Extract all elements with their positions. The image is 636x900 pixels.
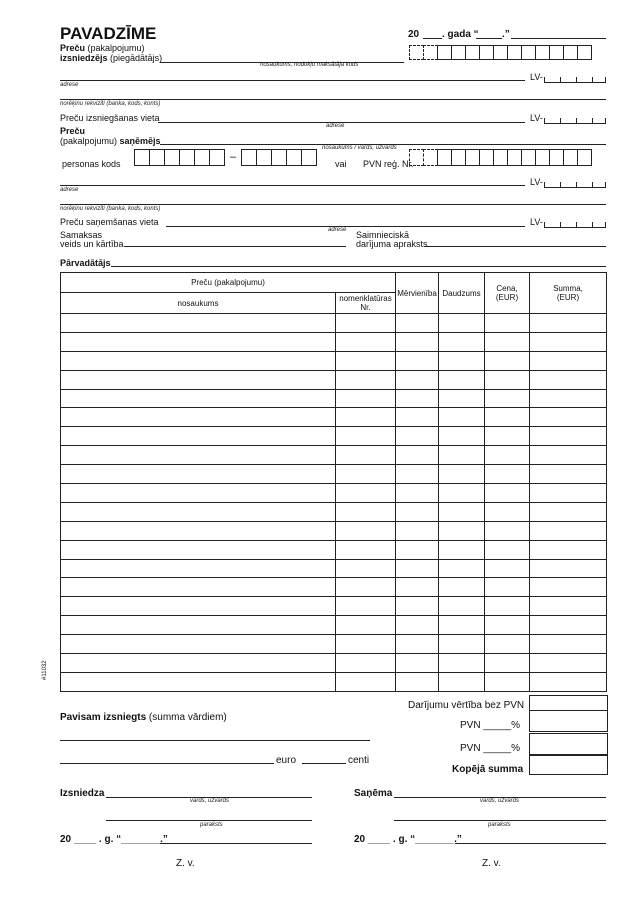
price-header: Cena, (EUR) bbox=[485, 273, 530, 314]
unit-header: Mērvienība bbox=[396, 273, 439, 314]
table-cell[interactable] bbox=[530, 465, 607, 484]
table-cell[interactable] bbox=[336, 654, 396, 673]
issued-date: 20 ____ . g. “_______.” bbox=[60, 834, 168, 845]
table-cell[interactable] bbox=[439, 502, 485, 521]
sum-in-words-field1[interactable] bbox=[60, 740, 370, 741]
table-cell[interactable] bbox=[439, 408, 485, 427]
table-cell[interactable] bbox=[530, 635, 607, 654]
table-cell[interactable] bbox=[439, 370, 485, 389]
table-cell[interactable] bbox=[336, 351, 396, 370]
table-cell[interactable] bbox=[61, 332, 336, 351]
table-cell[interactable] bbox=[396, 597, 439, 616]
table-row bbox=[61, 332, 607, 351]
table-row bbox=[61, 389, 607, 408]
table-cell[interactable] bbox=[530, 559, 607, 578]
table-row bbox=[61, 597, 607, 616]
table-cell[interactable] bbox=[530, 446, 607, 465]
table-cell[interactable] bbox=[396, 427, 439, 446]
table-cell[interactable] bbox=[485, 465, 530, 484]
table-cell[interactable] bbox=[396, 465, 439, 484]
table-row bbox=[61, 502, 607, 521]
issued-by-sign-caption: paraksts bbox=[200, 822, 223, 828]
table-cell[interactable] bbox=[439, 521, 485, 540]
table-cell[interactable] bbox=[530, 332, 607, 351]
received-stamp-label: Z. v. bbox=[482, 858, 501, 869]
receiver-bank-field[interactable] bbox=[60, 204, 606, 205]
table-cell[interactable] bbox=[336, 484, 396, 503]
table-cell[interactable] bbox=[530, 540, 607, 559]
table-cell[interactable] bbox=[336, 616, 396, 635]
receiver-label-line1: Preču bbox=[60, 126, 86, 136]
table-cell[interactable] bbox=[61, 597, 336, 616]
table-cell[interactable] bbox=[396, 446, 439, 465]
issuer-code-boxes[interactable] bbox=[409, 45, 591, 60]
receiver-lv-label: LV- bbox=[530, 177, 543, 187]
sum-in-words-label: Pavisam izsniegts (summa vārdiem) bbox=[60, 712, 227, 723]
table-row bbox=[61, 446, 607, 465]
table-cell[interactable] bbox=[396, 654, 439, 673]
table-cell[interactable] bbox=[439, 465, 485, 484]
table-cell[interactable] bbox=[439, 578, 485, 597]
table-cell[interactable] bbox=[336, 597, 396, 616]
payment-label-line2: veids un kārtība bbox=[60, 239, 124, 249]
table-cell[interactable] bbox=[396, 314, 439, 333]
table-cell[interactable] bbox=[530, 672, 607, 691]
issue-place-label: Preču izsniegšanas vieta bbox=[60, 113, 160, 123]
table-cell[interactable] bbox=[530, 314, 607, 333]
issued-date-field[interactable] bbox=[160, 843, 312, 844]
issued-by-label: Izsniedza bbox=[60, 788, 105, 799]
issued-by-sign-field[interactable] bbox=[106, 820, 312, 821]
table-row bbox=[61, 427, 607, 446]
date-year-prefix: 20 bbox=[408, 29, 420, 40]
date-day-field[interactable] bbox=[476, 38, 502, 39]
table-cell[interactable] bbox=[485, 484, 530, 503]
table-cell[interactable] bbox=[485, 332, 530, 351]
payment-field[interactable] bbox=[124, 246, 346, 247]
table-cell[interactable] bbox=[485, 389, 530, 408]
table-cell[interactable] bbox=[61, 578, 336, 597]
table-cell[interactable] bbox=[485, 314, 530, 333]
issuer-bank-caption: norēķinu rekvizīti (banka, kods, konts) bbox=[60, 101, 161, 107]
vat1-box[interactable] bbox=[529, 710, 608, 732]
table-cell[interactable] bbox=[396, 616, 439, 635]
table-cell[interactable] bbox=[336, 314, 396, 333]
table-cell[interactable] bbox=[396, 578, 439, 597]
table-cell[interactable] bbox=[61, 521, 336, 540]
receiver-address-caption: adrese bbox=[60, 187, 79, 193]
name-header: nosaukums bbox=[61, 293, 336, 314]
table-cell[interactable] bbox=[530, 484, 607, 503]
table-cell[interactable] bbox=[396, 635, 439, 654]
table-cell[interactable] bbox=[439, 672, 485, 691]
table-cell[interactable] bbox=[439, 540, 485, 559]
table-cell[interactable] bbox=[439, 389, 485, 408]
table-cell[interactable] bbox=[485, 502, 530, 521]
table-row bbox=[61, 654, 607, 673]
table-cell[interactable] bbox=[61, 654, 336, 673]
table-row bbox=[61, 521, 607, 540]
issuer-label-line2: izsniedzējs (piegādātājs) bbox=[60, 53, 163, 63]
carrier-label: Pārvadātājs bbox=[60, 258, 111, 268]
table-row bbox=[61, 559, 607, 578]
received-by-name-caption: vārds, uzvārds bbox=[480, 798, 520, 804]
quantity-header: Daudzums bbox=[439, 273, 485, 314]
table-cell[interactable] bbox=[396, 502, 439, 521]
table-cell[interactable] bbox=[61, 502, 336, 521]
table-cell[interactable] bbox=[336, 446, 396, 465]
carrier-field[interactable] bbox=[111, 266, 606, 267]
vat-reg-label: PVN reģ. Nr. bbox=[363, 159, 414, 169]
receive-place-postcode-field[interactable] bbox=[544, 221, 606, 228]
table-cell[interactable] bbox=[396, 408, 439, 427]
sum-header: Summa, (EUR) bbox=[530, 273, 607, 314]
personal-code-boxes-part2[interactable] bbox=[241, 149, 316, 166]
table-cell[interactable] bbox=[61, 408, 336, 427]
table-cell[interactable] bbox=[336, 332, 396, 351]
received-by-sign-caption: paraksts bbox=[488, 822, 511, 828]
receive-place-caption: adrese bbox=[328, 227, 347, 233]
issue-place-caption: adrese bbox=[326, 123, 345, 129]
date-gada-label: . gada “ bbox=[442, 29, 479, 40]
table-cell[interactable] bbox=[61, 465, 336, 484]
receiver-bank-caption: norēķinu rekvizīti (banka, kods, konts) bbox=[60, 206, 161, 212]
table-row bbox=[61, 672, 607, 691]
table-row bbox=[61, 616, 607, 635]
sum-in-words-field2[interactable] bbox=[60, 763, 274, 764]
table-cell[interactable] bbox=[396, 484, 439, 503]
total-excl-vat-box[interactable] bbox=[529, 695, 608, 711]
table-cell[interactable] bbox=[439, 427, 485, 446]
table-cell[interactable] bbox=[61, 351, 336, 370]
nomenclature-header: nomenklatūras Nr. bbox=[336, 293, 396, 314]
table-cell[interactable] bbox=[439, 314, 485, 333]
table-cell[interactable] bbox=[530, 578, 607, 597]
table-cell[interactable] bbox=[336, 502, 396, 521]
vat-reg-boxes[interactable] bbox=[409, 149, 591, 166]
table-cell[interactable] bbox=[336, 521, 396, 540]
table-cell[interactable] bbox=[396, 370, 439, 389]
table-cell[interactable] bbox=[530, 408, 607, 427]
table-cell[interactable] bbox=[336, 427, 396, 446]
issued-stamp-label: Z. v. bbox=[176, 858, 195, 869]
grand-total-box[interactable] bbox=[529, 755, 608, 775]
table-cell[interactable] bbox=[336, 408, 396, 427]
table-cell[interactable] bbox=[439, 446, 485, 465]
table-cell[interactable] bbox=[530, 521, 607, 540]
table-cell[interactable] bbox=[530, 597, 607, 616]
table-cell[interactable] bbox=[439, 616, 485, 635]
table-row bbox=[61, 540, 607, 559]
table-cell[interactable] bbox=[61, 370, 336, 389]
receive-place-label: Preču saņemšanas vieta bbox=[60, 217, 159, 227]
table-row bbox=[61, 465, 607, 484]
table-cell[interactable] bbox=[61, 389, 336, 408]
table-cell[interactable] bbox=[530, 351, 607, 370]
table-cell[interactable] bbox=[485, 635, 530, 654]
personal-code-label: personas kods bbox=[62, 159, 121, 169]
table-cell[interactable] bbox=[396, 389, 439, 408]
receiver-address-field[interactable] bbox=[60, 185, 525, 186]
vat2-label: PVN _____% bbox=[460, 743, 521, 754]
table-cell[interactable] bbox=[61, 616, 336, 635]
table-cell[interactable] bbox=[530, 370, 607, 389]
issuer-address-caption: adrese bbox=[60, 82, 79, 88]
form-code: #11032 bbox=[42, 660, 48, 680]
euro-label: euro bbox=[276, 755, 297, 766]
table-cell[interactable] bbox=[396, 540, 439, 559]
table-cell[interactable] bbox=[336, 578, 396, 597]
table-cell[interactable] bbox=[530, 654, 607, 673]
table-cell[interactable] bbox=[61, 314, 336, 333]
issuer-name-caption: nosaukums, nodokļu maksātāja kods bbox=[260, 62, 359, 68]
table-cell[interactable] bbox=[336, 465, 396, 484]
table-cell[interactable] bbox=[336, 635, 396, 654]
table-row bbox=[61, 314, 607, 333]
table-cell[interactable] bbox=[485, 540, 530, 559]
cents-label: centi bbox=[348, 755, 370, 766]
table-cell[interactable] bbox=[485, 427, 530, 446]
table-cell[interactable] bbox=[485, 672, 530, 691]
issue-place-lv-label: LV- bbox=[530, 113, 543, 123]
table-cell[interactable] bbox=[439, 332, 485, 351]
table-cell[interactable] bbox=[336, 370, 396, 389]
date-year-field[interactable] bbox=[423, 38, 442, 39]
receiver-postcode-field[interactable] bbox=[544, 181, 606, 188]
issuer-address-field[interactable] bbox=[60, 80, 525, 81]
table-cell[interactable] bbox=[439, 351, 485, 370]
goods-group-header: Preču (pakalpojumu) bbox=[61, 273, 396, 293]
table-cell[interactable] bbox=[485, 616, 530, 635]
table-cell[interactable] bbox=[439, 484, 485, 503]
issuer-label-line1: Preču (pakalpojumu) bbox=[60, 43, 145, 53]
received-date-field[interactable] bbox=[455, 843, 606, 844]
table-cell[interactable] bbox=[439, 654, 485, 673]
table-cell[interactable] bbox=[396, 351, 439, 370]
grand-total-label: Kopējā summa bbox=[452, 764, 524, 775]
table-cell[interactable] bbox=[530, 427, 607, 446]
date-close-label: .” bbox=[502, 29, 510, 40]
table-cell[interactable] bbox=[485, 351, 530, 370]
received-date: 20 ____ . g. “_______.” bbox=[354, 834, 462, 845]
receiver-label-line2: (pakalpojumu) saņēmējs bbox=[60, 136, 161, 146]
deal-label-line1: Saimnieciskā bbox=[356, 230, 410, 240]
table-cell[interactable] bbox=[396, 559, 439, 578]
table-cell[interactable] bbox=[61, 540, 336, 559]
table-cell[interactable] bbox=[439, 559, 485, 578]
receive-place-lv-label: LV- bbox=[530, 217, 543, 227]
table-cell[interactable] bbox=[61, 446, 336, 465]
received-by-label: Saņēma bbox=[354, 788, 393, 799]
table-cell[interactable] bbox=[396, 672, 439, 691]
issuer-lv-label: LV- bbox=[530, 72, 543, 82]
or-label: vai bbox=[335, 159, 347, 169]
table-cell[interactable] bbox=[485, 578, 530, 597]
personal-code-dash: – bbox=[230, 151, 237, 163]
table-cell[interactable] bbox=[485, 446, 530, 465]
issue-place-postcode-field[interactable] bbox=[544, 117, 606, 124]
personal-code-boxes-part1[interactable] bbox=[134, 149, 224, 166]
payment-label-line1: Samaksas bbox=[60, 230, 103, 240]
table-row bbox=[61, 370, 607, 389]
table-cell[interactable] bbox=[61, 484, 336, 503]
table-cell[interactable] bbox=[530, 616, 607, 635]
table-cell[interactable] bbox=[439, 635, 485, 654]
issuer-bank-field[interactable] bbox=[60, 99, 606, 100]
table-cell[interactable] bbox=[61, 559, 336, 578]
total-excl-vat-label: Darījumu vērtība bez PVN bbox=[408, 700, 525, 711]
receiver-name-caption: nosaukums / vārds, uzvārds bbox=[322, 145, 397, 151]
issuer-postcode-field[interactable] bbox=[544, 76, 606, 83]
table-cell[interactable] bbox=[439, 597, 485, 616]
table-cell[interactable] bbox=[396, 332, 439, 351]
table-cell[interactable] bbox=[530, 389, 607, 408]
table-cell[interactable] bbox=[485, 521, 530, 540]
cents-field[interactable] bbox=[302, 763, 346, 764]
table-cell[interactable] bbox=[61, 672, 336, 691]
table-row bbox=[61, 351, 607, 370]
table-row bbox=[61, 408, 607, 427]
received-by-sign-field[interactable] bbox=[394, 820, 606, 821]
table-row bbox=[61, 484, 607, 503]
date-month-field[interactable] bbox=[511, 38, 606, 39]
page-title: PAVADZĪME bbox=[60, 24, 157, 43]
table-cell[interactable] bbox=[61, 635, 336, 654]
table-cell[interactable] bbox=[485, 370, 530, 389]
table-cell[interactable] bbox=[485, 559, 530, 578]
vat1-label: PVN _____% bbox=[460, 720, 521, 731]
table-cell[interactable] bbox=[336, 389, 396, 408]
table-cell[interactable] bbox=[485, 597, 530, 616]
table-row bbox=[61, 578, 607, 597]
vat2-box[interactable] bbox=[529, 733, 608, 755]
table-cell[interactable] bbox=[485, 654, 530, 673]
table-cell[interactable] bbox=[336, 672, 396, 691]
table-row bbox=[61, 635, 607, 654]
table-cell[interactable] bbox=[530, 502, 607, 521]
table-cell[interactable] bbox=[336, 559, 396, 578]
table-cell[interactable] bbox=[396, 521, 439, 540]
items-table bbox=[60, 272, 607, 692]
deal-label-line2: darījuma apraksts bbox=[356, 239, 428, 249]
table-cell[interactable] bbox=[485, 408, 530, 427]
issued-by-name-caption: vārds, uzvārds bbox=[190, 798, 230, 804]
table-cell[interactable] bbox=[61, 427, 336, 446]
table-cell[interactable] bbox=[336, 540, 396, 559]
deal-field[interactable] bbox=[424, 246, 606, 247]
